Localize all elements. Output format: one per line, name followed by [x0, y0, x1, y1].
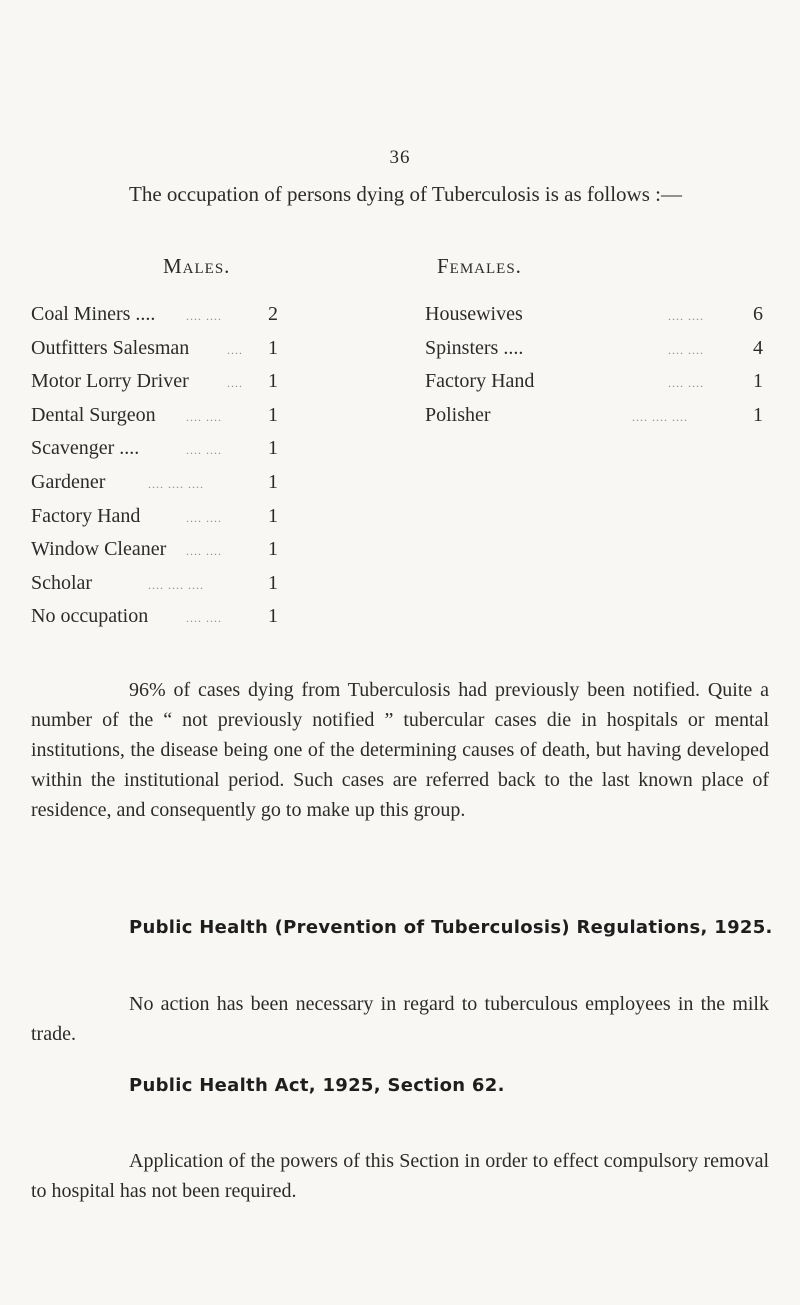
occupation-label: Factory Hand: [31, 504, 141, 527]
leader-dots: .... ....: [186, 309, 222, 323]
page-number: 36: [389, 147, 411, 168]
occupation-count: 1: [268, 470, 278, 493]
females-heading: Females.: [437, 254, 522, 278]
occupation-row: [31, 404, 401, 438]
leader-dots: .... ....: [186, 510, 222, 525]
occupation-label: Housewives: [425, 303, 523, 325]
leader-dots: .... ....: [186, 443, 222, 458]
regulations-heading: Public Health (Prevention of Tuberculosis) Regulations, 1925.: [129, 917, 773, 938]
leader-dots: ....: [227, 342, 243, 357]
occupation-count: 1: [268, 504, 278, 527]
public-health-act-paragraph: Application of the powers of this Section in order to effect compulsory removal to hospital has not been required.: [31, 1150, 769, 1202]
occupation-count: 1: [268, 403, 278, 426]
occupation-label: Scavenger ....: [31, 437, 140, 460]
occupation-count: 4: [753, 336, 763, 359]
leader-dots: .... .... ....: [632, 409, 688, 424]
notification-paragraph: 96% of cases dying from Tuberculosis had previously been notified. Quite a number of the “ not previously notified ” tubercular cases die in hospitals or mental institutions, the disease being one of the determining causes of death, but having developed within the institutional period. Such cases are referred back to the last known place of residence, and consequently go to make up this group.: [31, 679, 769, 821]
occupation-row: [31, 437, 401, 471]
occupation-count: 1: [268, 437, 278, 460]
occupation-row: [425, 404, 775, 438]
leader-dots: .... ....: [186, 409, 222, 424]
occupation-label: Outfitters Salesman: [31, 336, 190, 359]
leader-dots: .... ....: [668, 309, 704, 323]
occupation-row: [31, 572, 401, 606]
occupation-count: 1: [268, 538, 278, 561]
occupation-label: Scholar: [31, 571, 93, 594]
leader-dots: .... ....: [668, 342, 704, 357]
occupation-label: Dental Surgeon: [31, 403, 156, 426]
leader-dots: .... ....: [186, 544, 222, 559]
occupation-label: Coal Miners ....: [31, 303, 156, 325]
occupation-label: Polisher: [425, 403, 491, 426]
occupation-label: Spinsters ....: [425, 336, 524, 359]
occupation-label: Gardener: [31, 470, 106, 493]
occupation-label: Window Cleaner: [31, 538, 167, 561]
regulations-paragraph: No action has been necessary in regard to tuberculous employees in the milk trade.: [31, 993, 769, 1045]
occupation-row: [31, 370, 401, 404]
occupation-row: [31, 471, 401, 505]
occupation-count: 6: [753, 303, 763, 325]
leader-dots: ....: [227, 376, 243, 391]
occupation-count: 1: [753, 403, 763, 426]
occupation-count: 1: [753, 370, 763, 393]
occupation-row: [425, 370, 775, 404]
leader-dots: .... ....: [668, 376, 704, 391]
occupation-row: [425, 337, 775, 371]
occupation-count: 1: [268, 605, 278, 628]
occupation-count: 1: [268, 571, 278, 594]
females-occupation-list: [425, 303, 775, 437]
occupation-count: 1: [268, 336, 278, 359]
occupation-row: [31, 605, 401, 639]
public-health-act-heading: Public Health Act, 1925, Section 62.: [129, 1075, 505, 1096]
occupation-row: [31, 505, 401, 539]
males-occupation-list: [31, 303, 401, 639]
occupation-row: [425, 303, 775, 337]
occupation-row: [31, 337, 401, 371]
leader-dots: .... .... ....: [148, 577, 204, 592]
occupation-row: [31, 538, 401, 572]
occupation-label: Motor Lorry Driver: [31, 370, 189, 393]
occupation-count: 1: [268, 370, 278, 393]
leader-dots: .... .... ....: [148, 476, 204, 491]
males-heading: Males.: [163, 254, 231, 278]
intro-sentence: The occupation of persons dying of Tuberculosis is as follows :—: [129, 182, 682, 206]
occupation-label: No occupation: [31, 605, 149, 628]
occupation-count: 2: [268, 303, 278, 325]
occupation-row: [31, 303, 401, 337]
occupation-label: Factory Hand: [425, 370, 535, 393]
leader-dots: .... ....: [186, 611, 222, 626]
